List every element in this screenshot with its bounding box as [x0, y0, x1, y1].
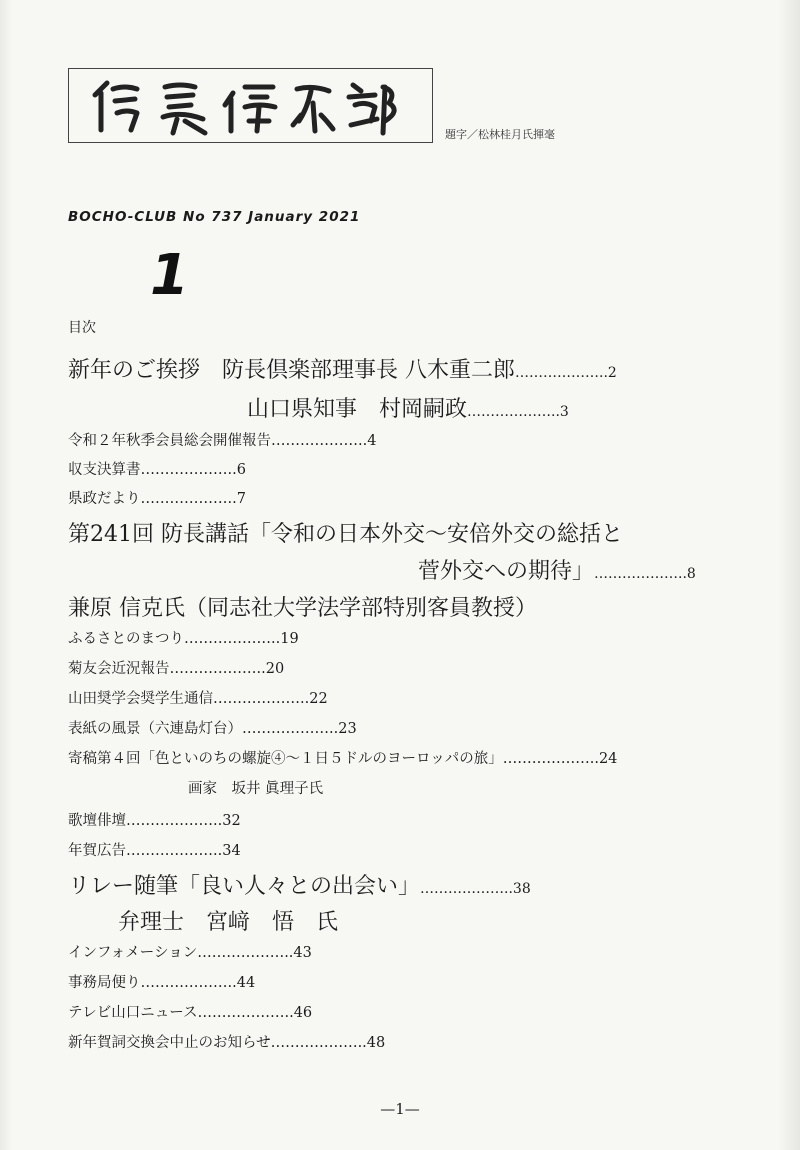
issue-number: 1 — [150, 243, 189, 308]
toc-entry-poetry: 歌壇俳壇………………..32 — [68, 813, 241, 829]
toc-entry-cover-scene: 表紙の風景（六連島灯台）………………..23 — [68, 721, 357, 737]
toc-entry-kikuyukai: 菊友会近況報告………………..20 — [68, 661, 285, 677]
toc-entry-financial-statement: 収支決算書………………..6 — [68, 462, 246, 478]
toc-entry-lecture-title: 第241回 防長講話「令和の日本外交～安倍外交の総括と — [68, 522, 623, 547]
toc-entry-festival: ふるさとのまつり………………..19 — [68, 631, 299, 647]
toc-entry-new-year-greeting: 新年のご挨拶 防長倶楽部理事長 八木重二郎………………..2 — [68, 358, 617, 383]
page-edge — [0, 0, 12, 1150]
toc-entry-lecture-title-cont: 菅外交への期待」………………..8 — [418, 559, 696, 584]
toc-entry-general-meeting: 令和２年秋季会員総会開催報告………………..4 — [68, 433, 377, 449]
toc-entry-contributor: 画家 坂井 眞理子氏 — [188, 781, 324, 797]
toc-entry-contribution: 寄稿第４回「色といのちの螺旋④～１日５ドルのヨーロッパの旅」………………..24 — [68, 751, 618, 767]
title-caption: 題字／松林桂月氏揮毫 — [445, 128, 555, 141]
toc-entry-essayist: 弁理士 宮﨑 悟 氏 — [118, 910, 339, 935]
toc-entry-prefecture-news: 県政だより………………..7 — [68, 491, 246, 507]
toc-entry-governor-greeting: 山口県知事 村岡嗣政………………..3 — [247, 397, 569, 422]
toc-entry-information: インフォメーション………………..43 — [68, 945, 312, 961]
page-number-footer: —1— — [380, 1100, 420, 1118]
toc-entry-lecturer: 兼原 信克氏（同志社大学法学部特別客員教授） — [68, 596, 537, 621]
page-fold-shadow — [778, 0, 800, 1150]
toc-label: 目次 — [68, 320, 96, 336]
toc-entry-tv-news: テレビ山口ニュース………………..46 — [68, 1005, 313, 1021]
toc-entry-relay-essay: リレー随筆「良い人々との出会い」………………..38 — [68, 874, 531, 899]
toc-entry-secretariat-news: 事務局便り………………..44 — [68, 975, 256, 991]
toc-entry-event-cancel: 新年賀詞交換会中止のお知らせ………………..48 — [68, 1035, 386, 1051]
calligraphy-title-box — [68, 68, 433, 143]
calligraphy-title-art — [85, 75, 405, 137]
series-line: BOCHO-CLUB No 737 January 2021 — [68, 209, 361, 225]
toc-entry-scholarship: 山田奨学会奨学生通信………………..22 — [68, 691, 328, 707]
toc-entry-new-year-ads: 年賀広告………………..34 — [68, 843, 241, 859]
